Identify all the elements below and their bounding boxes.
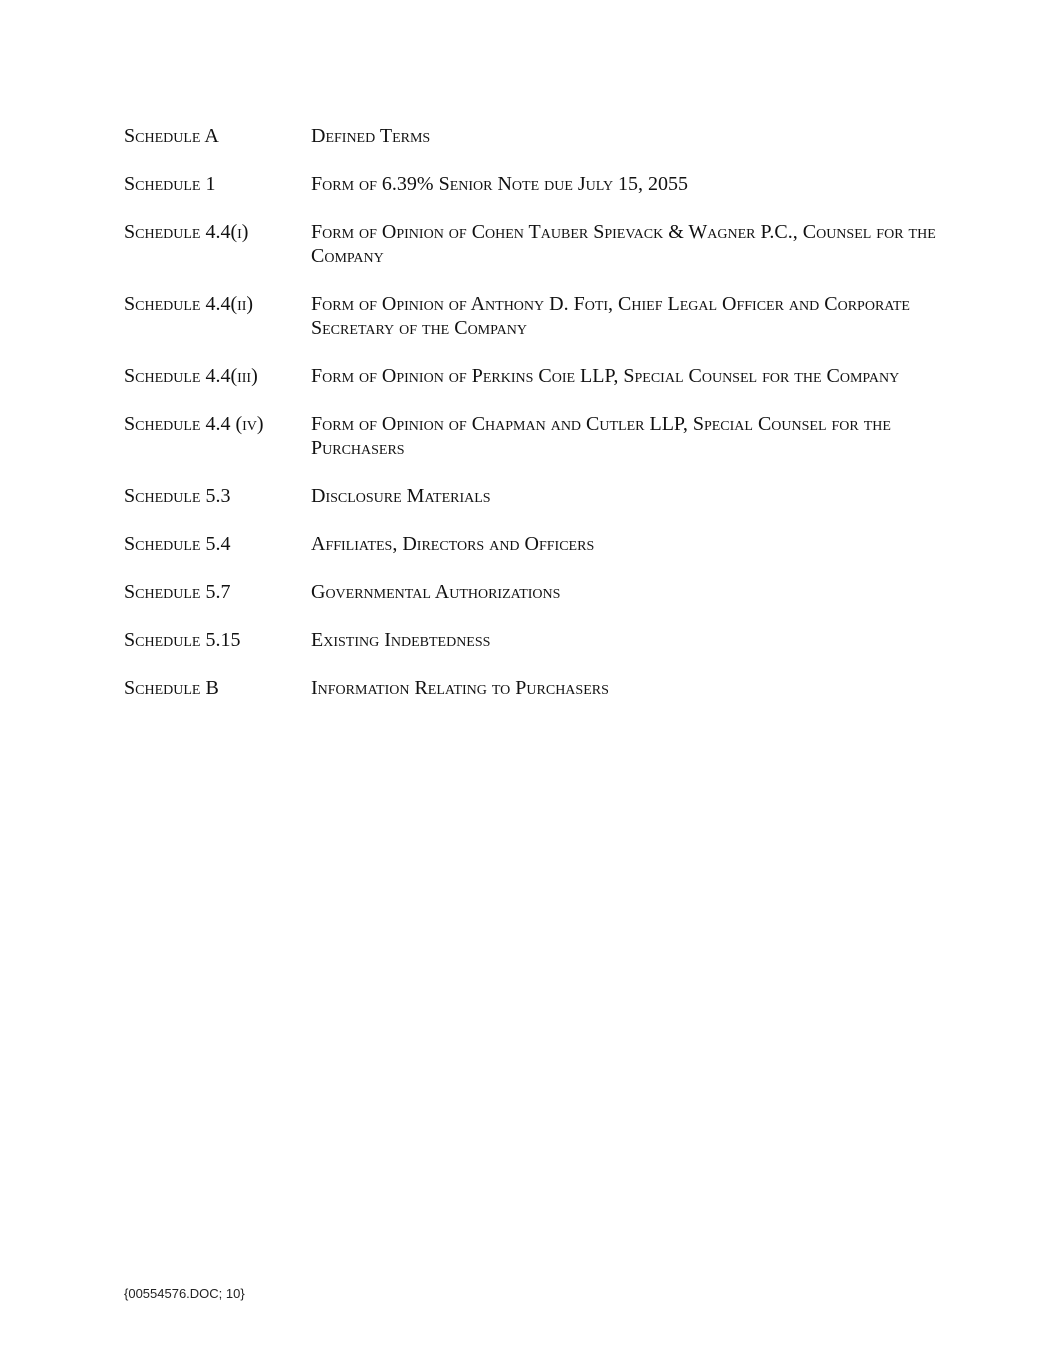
schedule-title: Form of Opinion of Perkins Coie LLP, Special Counsel for the Company (311, 365, 900, 387)
schedule-row (124, 412, 944, 460)
schedule-label: Schedule 1 (124, 173, 216, 195)
document-reference-footer: {00554576.DOC; 10} (124, 1286, 245, 1301)
schedule-row (124, 292, 944, 340)
schedule-label: Schedule 4.4 (iv) (124, 413, 264, 435)
schedule-title: Form of 6.39% Senior Note due July 15, 2055 (311, 173, 689, 195)
schedule-row (124, 124, 944, 148)
schedule-row (124, 172, 944, 196)
schedule-label: Schedule 5.15 (124, 629, 241, 651)
schedule-row (124, 580, 944, 604)
schedule-title: Form of Opinion of Anthony D. Foti, Chief Legal Officer and Corporate Secretary of the Company (311, 293, 910, 339)
schedule-title: Form of Opinion of Cohen Tauber Spievack & Wagner P.C., Counsel for the Company (311, 221, 936, 267)
schedule-title: Affiliates, Directors and Officers (311, 533, 595, 555)
schedule-label: Schedule 4.4(i) (124, 221, 249, 243)
schedule-title: Information Relating to Purchasers (311, 677, 609, 699)
schedule-row (124, 220, 944, 268)
schedule-title: Disclosure Materials (311, 485, 491, 507)
schedule-row (124, 484, 944, 508)
schedule-title: Existing Indebtedness (311, 629, 491, 651)
schedule-row (124, 364, 944, 388)
schedule-label: Schedule A (124, 125, 219, 147)
schedule-label: Schedule 5.4 (124, 533, 231, 555)
schedule-row (124, 676, 944, 700)
schedule-label: Schedule B (124, 677, 219, 699)
schedule-title: Governmental Authorizations (311, 581, 561, 603)
schedule-label: Schedule 5.3 (124, 485, 231, 507)
schedule-label: Schedule 4.4(iii) (124, 365, 258, 387)
schedule-row (124, 532, 944, 556)
schedule-label: Schedule 4.4(ii) (124, 293, 254, 315)
schedule-label: Schedule 5.7 (124, 581, 231, 603)
schedule-title: Form of Opinion of Chapman and Cutler LLP, Special Counsel for the Purchasers (311, 413, 891, 459)
schedule-list (124, 124, 944, 724)
schedule-title: Defined Terms (311, 125, 431, 147)
schedule-row (124, 628, 944, 652)
